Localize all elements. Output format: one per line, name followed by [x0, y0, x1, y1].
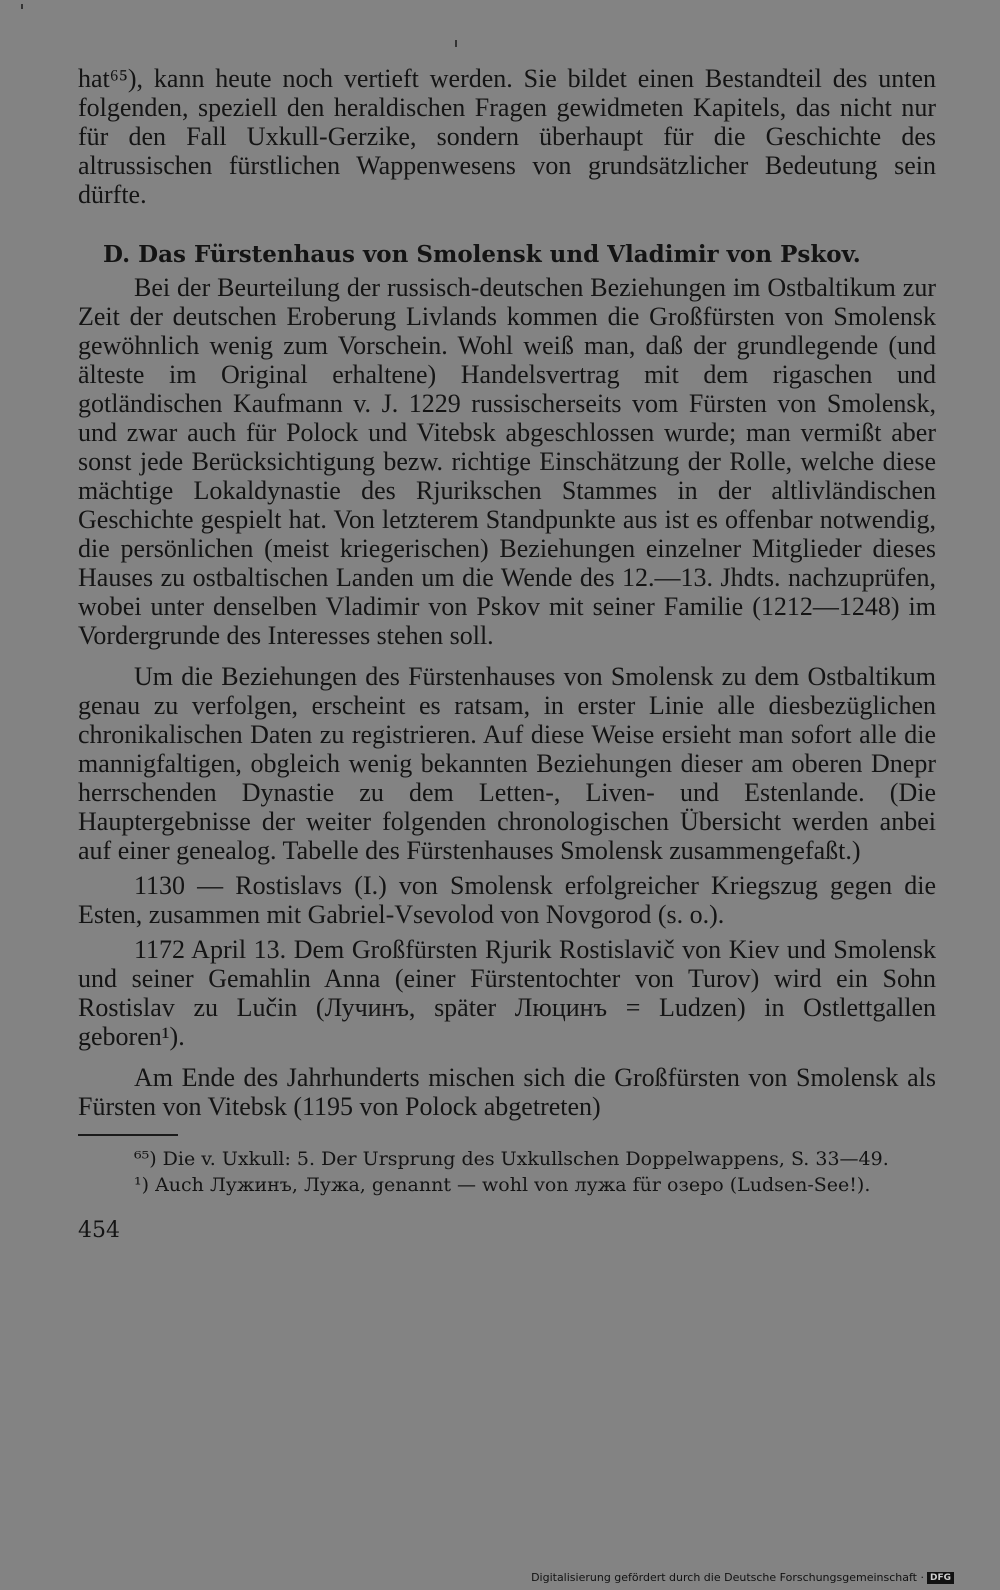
footnote-1: ¹) Auch Лужинъ, Лужа, genannt — wohl von лужа für озеро (Ludsen-See!).	[134, 1174, 871, 1196]
footnote-rule	[78, 1134, 178, 1136]
scan-speck	[455, 40, 457, 47]
digitization-footer	[531, 1571, 954, 1584]
page-number: 454	[78, 1218, 120, 1243]
scan-speck	[21, 4, 23, 9]
document-page	[78, 64, 936, 1243]
footer-credit: Digitalisierung gefördert durch die Deutsche Forschungsgemeinschaft ·	[531, 1571, 924, 1584]
dfg-logo: DFG	[927, 1572, 954, 1584]
body-paragraph-1: Bei der Beurteilung der russisch-deutschen Beziehungen im Ostbaltikum zur Zeit der deutschen Eroberung Livlands kommen die Großfürsten von Smolensk gewöhnlich wenig zum Vorschein. Wohl weiß man, daß der grundlegende (und älteste im Original erhaltene) Handelsvertrag mit dem rigaschen und gotländischen Kaufmann v. J. 1229 russischerseits vom Fürsten von Smolensk, und zwar auch für Polock und Vitebsk abgeschlossen wurde; man vermißt aber sonst jede Berücksichtigung bezw. richtige Einschätzung der Rolle, welche diese mächtige Lokaldynastie des Rjurikschen Stammes in der altlivländischen Geschichte gespielt hat. Von letzterem Standpunkte aus ist es offenbar notwendig, die persönlichen (meist kriegerischen) Beziehungen einzelner Mitglieder dieses Hauses zu ostbaltischen Landen um die Wende des 12.—13. Jhdts. nachzuprüfen, wobei unter denselben Vladimir von Pskov mit seiner Familie (1212—1248) im Vordergrunde des Interesses stehen soll.	[78, 273, 936, 650]
chronicle-entry-1130: 1130 — Rostislavs (I.) von Smolensk erfolgreicher Kriegszug gegen die Esten, zusammen mit Gabriel-Vsevolod von Novgorod (s. o.).	[78, 871, 936, 929]
intro-paragraph: hat⁶⁵), kann heute noch vertieft werden. Sie bildet einen Bestandteil des unten folgenden, speziell den heraldischen Fragen gewidmeten Kapitels, das nicht nur für den Fall Uxkull-Gerzike, sondern überhaupt für die Geschichte des altrussischen fürstlichen Wappenwesens von grundsätzlicher Bedeutung sein dürfte.	[78, 64, 936, 209]
footnote-65: ⁶⁵) Die v. Uxkull: 5. Der Ursprung des Uxkullschen Doppelwappens, S. 33—49.	[134, 1148, 889, 1170]
body-paragraph-2: Um die Beziehungen des Fürstenhauses von Smolensk zu dem Ostbaltikum genau zu verfolgen, erscheint es ratsam, in erster Linie alle diesbezüglichen chronikalischen Daten zu registrieren. Auf diese Weise ersieht man sofort alle die mannigfaltigen, obgleich wenig bekannten Beziehungen dieser am oberen Dnepr herrschenden Dynastie zu dem Letten-, Liven- und Estenlande. (Die Hauptergebnisse der weiter folgenden chronologischen Übersicht werden anbei auf einer genealog. Tabelle des Fürstenhauses Smolensk zusammengefaßt.)	[78, 662, 936, 865]
body-paragraph-3: Am Ende des Jahrhunderts mischen sich die Großfürsten von Smolensk als Fürsten von Vitebsk (1195 von Polock abgetreten)	[78, 1063, 936, 1121]
section-heading: D. Das Fürstenhaus von Smolensk und Vladimir von Pskov.	[103, 241, 861, 268]
chronicle-entry-1172: 1172 April 13. Dem Großfürsten Rjurik Rostislavič von Kiev und Smolensk und seiner Gemahlin Anna (einer Fürstentochter von Turov) wird ein Sohn Rostislav zu Lučin (Лучинъ, später Люцинъ = Ludzen) in Ostlettgallen geboren¹).	[78, 935, 936, 1051]
